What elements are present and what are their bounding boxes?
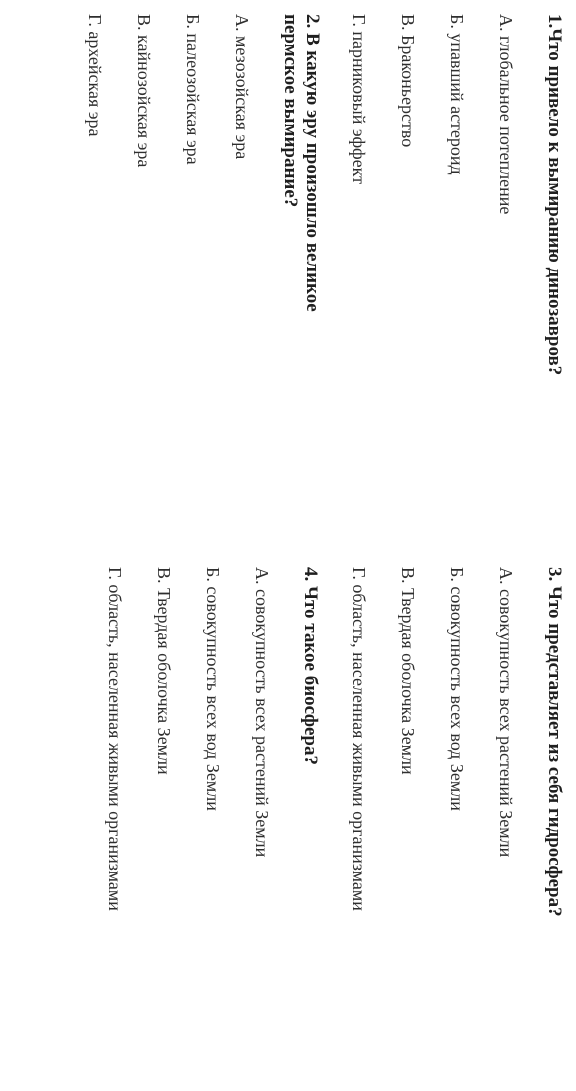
question-3-option-d: Г. область, населенная живыми организмами	[349, 567, 369, 911]
question-1-option-b: Б. упавший астероид	[447, 14, 467, 175]
question-1-option-c: В. Браконьерство	[398, 14, 418, 148]
question-3-option-b: Б. совокупность всех вод Земли	[447, 567, 467, 811]
question-1-option-d: Г. парниковый эффект	[349, 14, 369, 185]
question-3-title: 3. Что представляет из себя гидросфера?	[544, 567, 565, 917]
question-4-option-a: А. совокупность всех растений Земли	[252, 567, 272, 858]
question-4-option-c: В. Твердая оболочка Земли	[154, 567, 174, 775]
question-3-option-c: В. Твердая оболочка Земли	[398, 567, 418, 775]
question-2-option-d: Г. архейская эра	[85, 14, 105, 137]
question-2-option-c: В. кайнозойская эра	[134, 14, 154, 168]
question-1-title: 1.Что привело к вымиранию динозавров?	[544, 14, 565, 376]
question-2	[83, 14, 323, 334]
question-4-option-b: Б. совокупность всех вод Земли	[203, 567, 223, 811]
question-4-option-d: Г. область, населенная живыми организмами	[105, 567, 125, 911]
question-2-option-b: Б. палеозойская эра	[183, 14, 203, 165]
question-1	[347, 14, 566, 574]
question-3-option-a: А. совокупность всех растений Земли	[496, 567, 516, 858]
question-2-title: 2. В какую эру произошло великое пермское вымирание?	[280, 14, 323, 312]
question-2-option-a: А. мезозойская эра	[232, 14, 252, 160]
question-3	[347, 567, 566, 1087]
question-4	[103, 567, 322, 1087]
question-4-title: 4. Что такое биосфера?	[300, 567, 321, 765]
question-1-option-a: А. глобальное потепление	[496, 14, 516, 215]
